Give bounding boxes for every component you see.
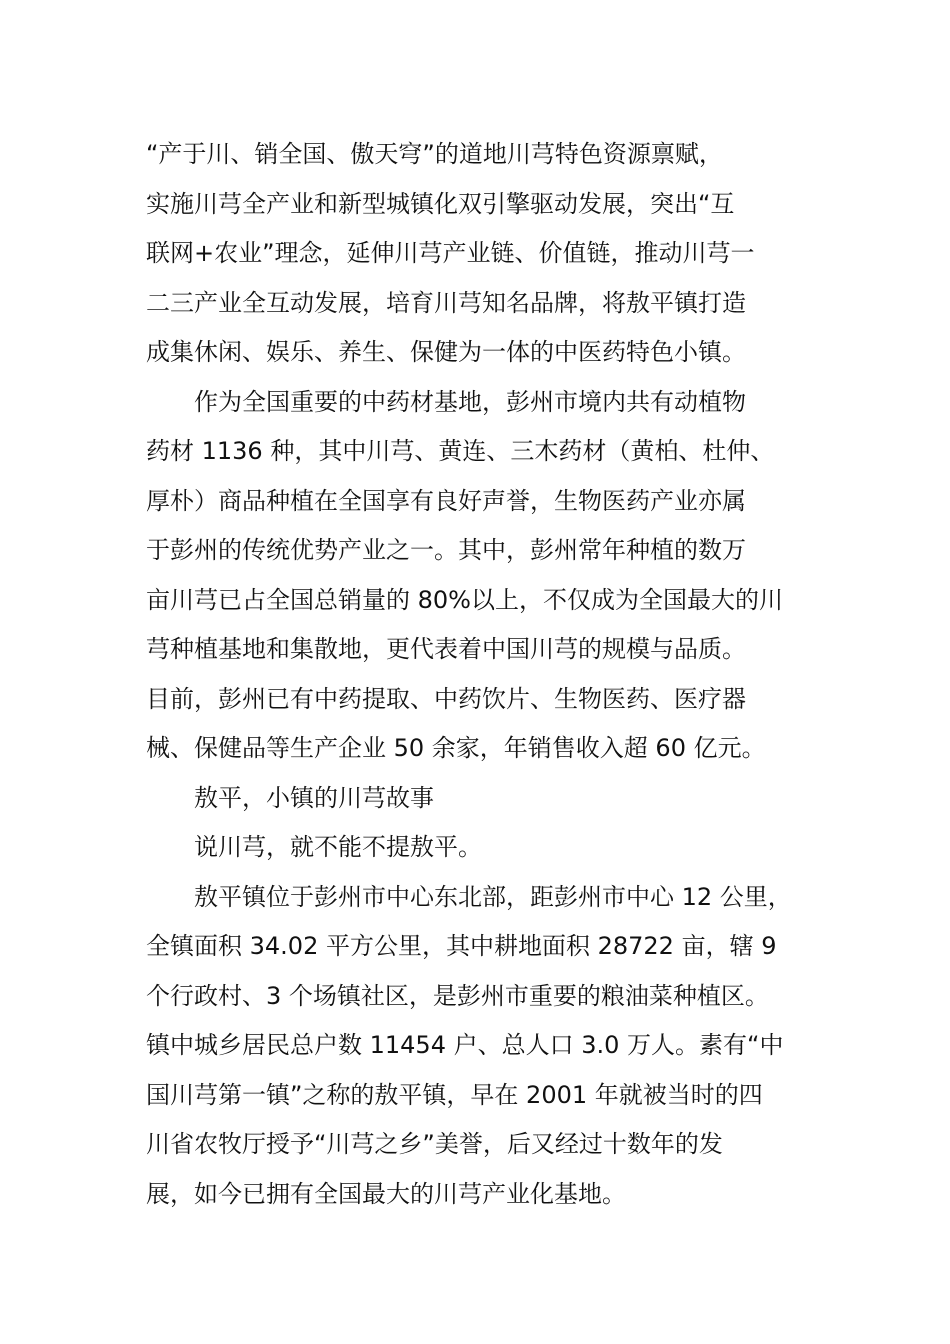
text-line: “产于川、销全国、傲天穹”的道地川芎特色资源禀赋， bbox=[146, 140, 723, 168]
text-line: 镇中城乡居民总户数 11454 户、总人口 3.0 万人。素有“中 bbox=[146, 1031, 784, 1059]
paragraph-start-line: 说川芎，就不能不提敖平。 bbox=[194, 833, 482, 861]
text-line: 个行政村、3 个场镇社区，是彭州市重要的粮油菜种植区。 bbox=[146, 981, 769, 1010]
text-line: 联网+农业”理念，延伸川芎产业链、价值链，推动川芎一 bbox=[146, 239, 755, 267]
paragraph-start-line: 敖平镇位于彭州市中心东北部，距彭州市中心 12 公里， bbox=[194, 882, 792, 911]
text-line: 展，如今已拥有全国最大的川芎产业化基地。 bbox=[146, 1179, 626, 1208]
text-line: 二三产业全互动发展，培育川芎知名品牌，将敖平镇打造 bbox=[146, 288, 746, 317]
document-body bbox=[146, 130, 811, 1219]
text-line: 芎种植基地和集散地，更代表着中国川芎的规模与品质。 bbox=[146, 635, 746, 663]
text-line: 实施川芎全产业和新型城镇化双引擎驱动发展，突出“互 bbox=[146, 189, 735, 218]
text-line: 于彭州的传统优势产业之一。其中，彭州常年种植的数万 bbox=[146, 536, 746, 564]
text-line: 亩川芎已占全国总销量的 80%以上，不仅成为全国最大的川 bbox=[146, 585, 783, 614]
text-line: 厚朴）商品种植在全国享有良好声誉，生物医药产业亦属 bbox=[146, 486, 746, 515]
text-line: 成集休闲、娱乐、养生、保健为一体的中医药特色小镇。 bbox=[146, 338, 746, 366]
text-line: 目前，彭州已有中药提取、中药饮片、生物医药、医疗器 bbox=[146, 684, 746, 713]
text-line: 械、保健品等生产企业 50 余家，年销售收入超 60 亿元。 bbox=[146, 734, 766, 762]
paragraph-start-line: 作为全国重要的中药材基地，彭州市境内共有动植物 bbox=[194, 387, 746, 416]
text-line: 全镇面积 34.02 平方公里，其中耕地面积 28722 亩，辖 9 bbox=[146, 932, 777, 960]
text-line: 国川芎第一镇”之称的敖平镇，早在 2001 年就被当时的四 bbox=[146, 1080, 763, 1109]
section-heading: 敖平，小镇的川芎故事 bbox=[194, 783, 434, 812]
text-line: 川省农牧厅授予“川芎之乡”美誉，后又经过十数年的发 bbox=[146, 1130, 723, 1158]
text-line: 药材 1136 种，其中川芎、黄连、三木药材（黄柏、杜仲、 bbox=[146, 437, 775, 465]
